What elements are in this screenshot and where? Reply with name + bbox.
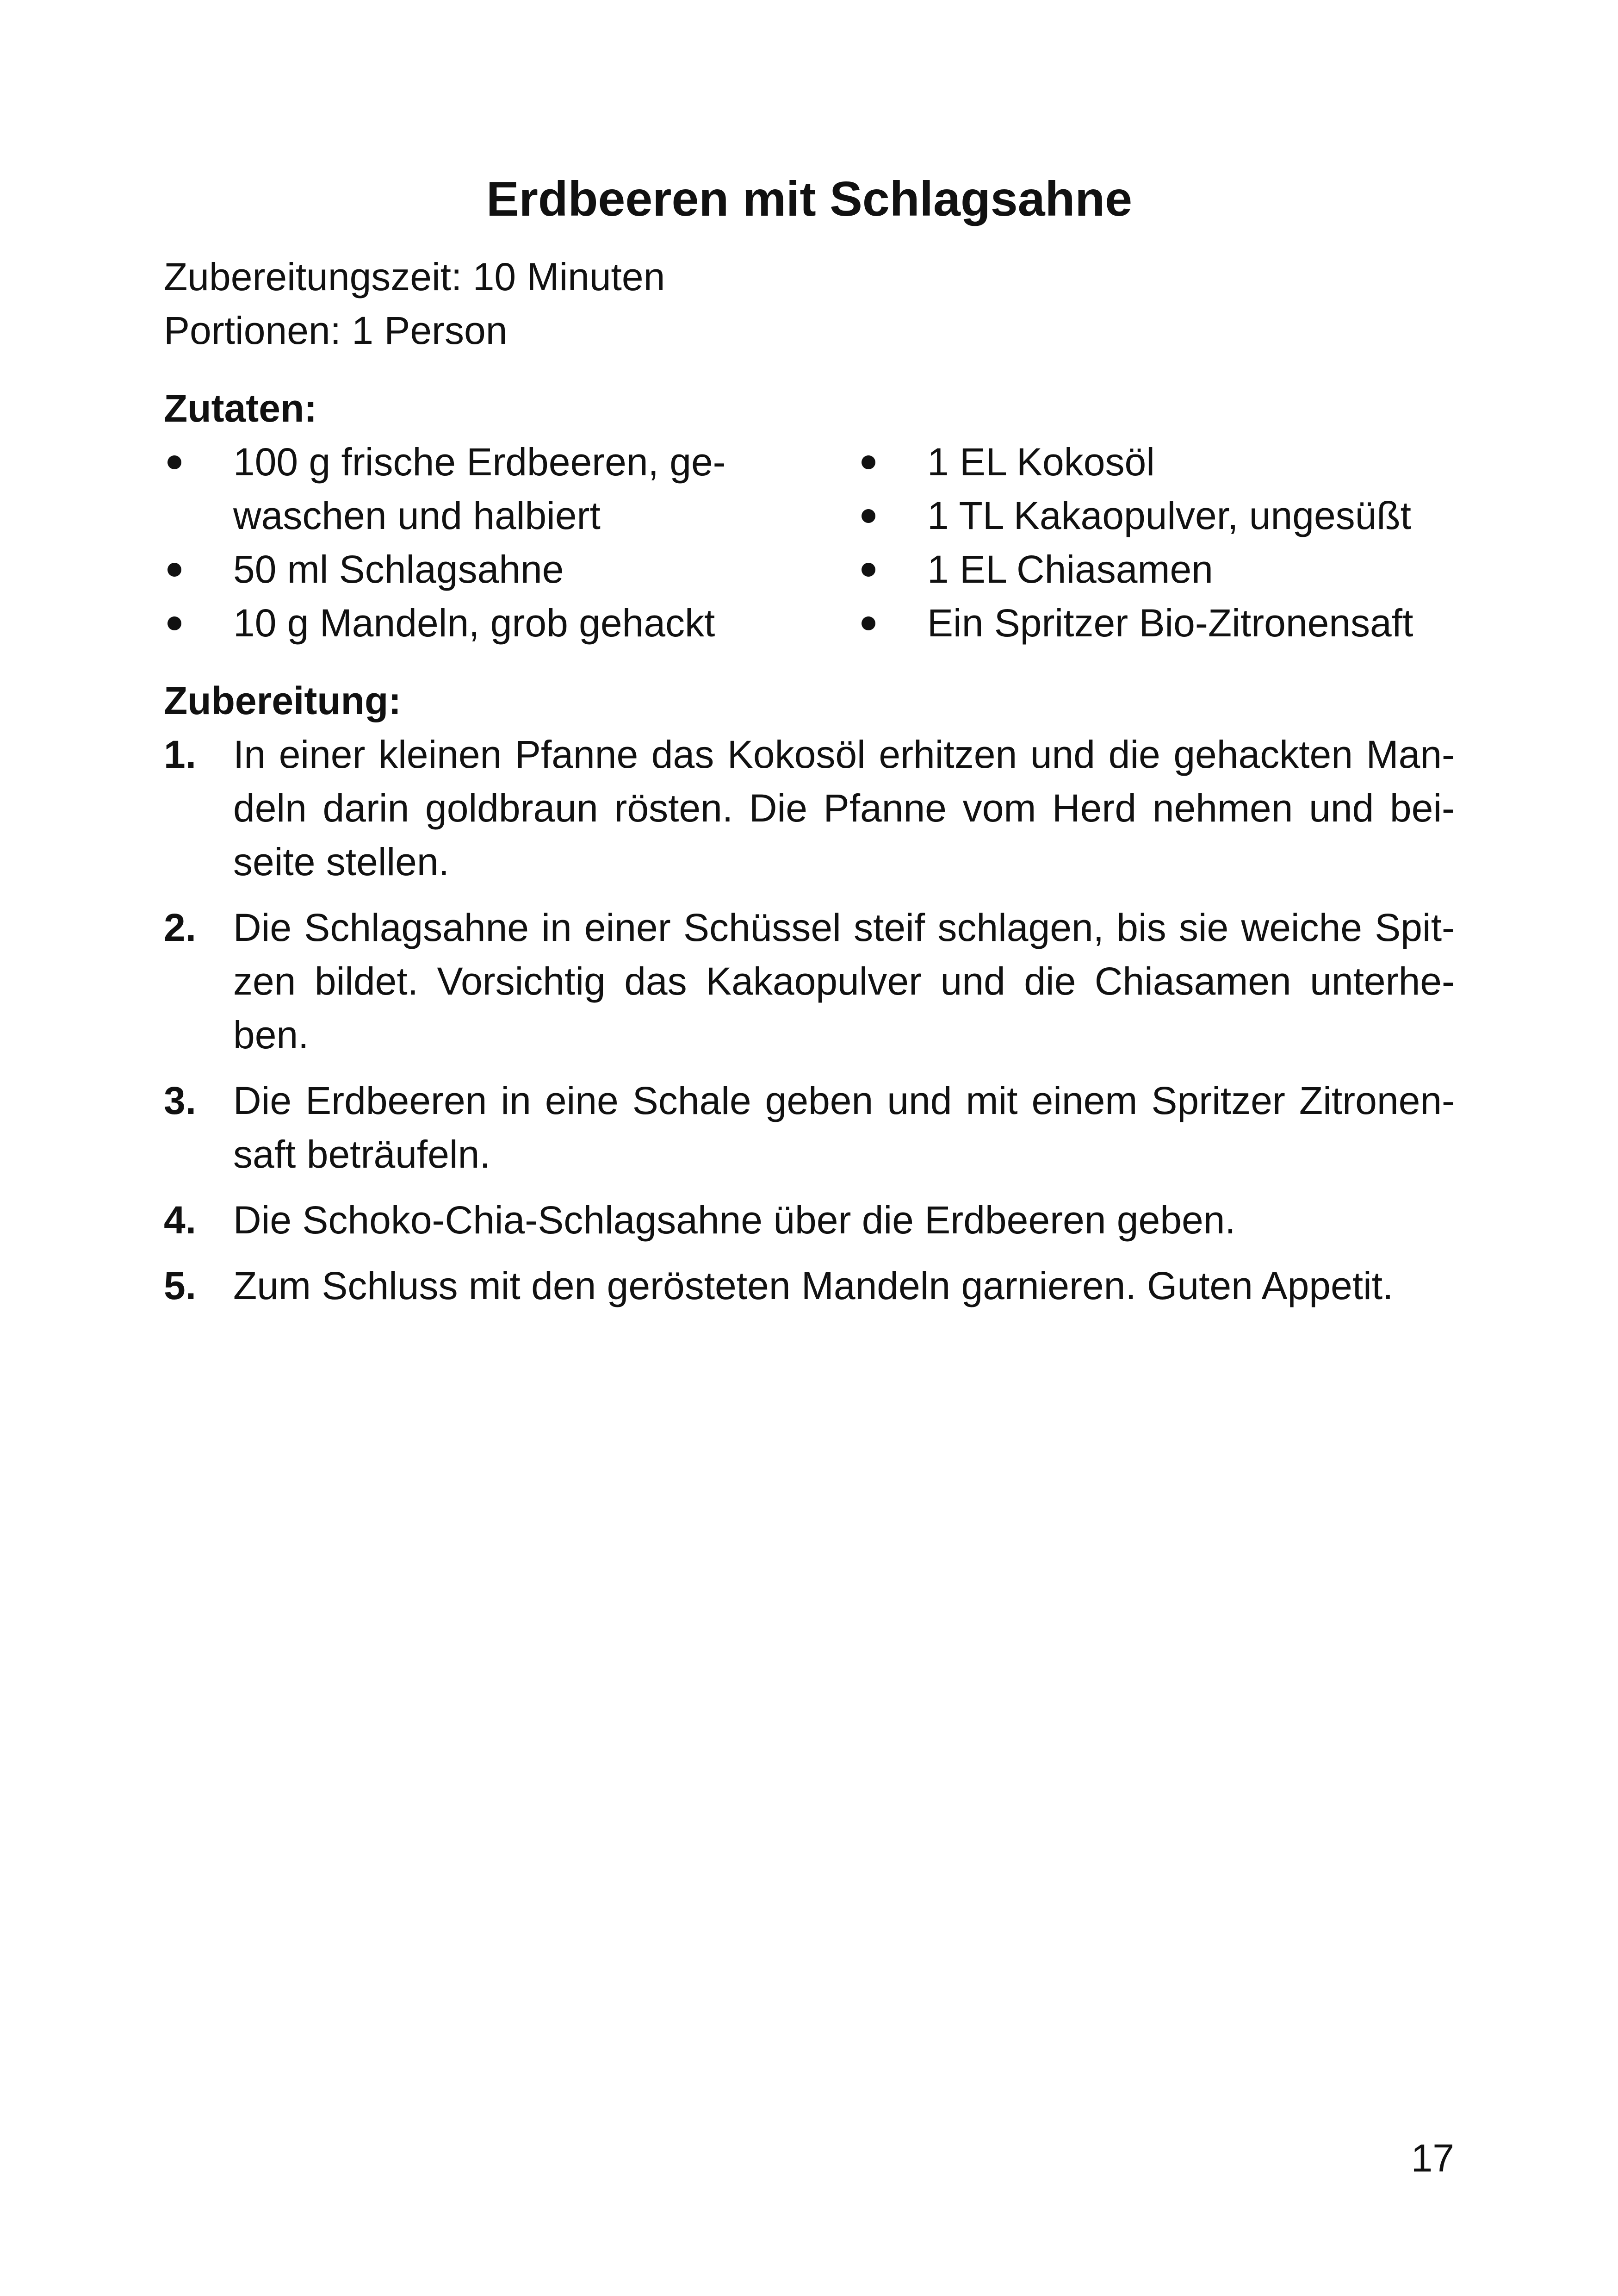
bullet-icon (862, 509, 875, 523)
step-item (164, 728, 1455, 889)
ingredient-item (164, 596, 858, 650)
ingredient-text-line: 1 TL Kakaopulver, ungesüßt (927, 494, 1412, 537)
step-number: 5. (164, 1264, 197, 1307)
ingredient-item (858, 542, 1455, 596)
ingredient-text-line: 1 EL Kokosöl (927, 440, 1155, 484)
recipe-meta (164, 250, 1455, 357)
step-item (164, 1259, 1455, 1313)
step-text-line: zen bildet. Vorsichtig das Kakaopulver und die Chiasamen unterhe- (233, 959, 1455, 1003)
ingredient-item (858, 489, 1455, 542)
bullet-icon (167, 563, 181, 577)
preparation-heading: Zubereitung: (164, 679, 402, 722)
ingredient-text-line: 50 ml Schlagsahne (233, 548, 564, 591)
recipe-title: Erdbeeren mit Schlagsahne (486, 172, 1133, 226)
step-text-line: Die Erdbeeren in eine Schale geben und mit einem Spritzer Zitronen- (233, 1079, 1455, 1122)
ingredients-column-right (858, 435, 1455, 650)
prep-time: Zubereitungszeit: 10 Minuten (164, 255, 665, 299)
step-item (164, 1074, 1455, 1181)
bullet-icon (862, 563, 875, 577)
ingredients-column-left (164, 435, 858, 650)
bullet-icon (862, 616, 875, 630)
step-text-line: In einer kleinen Pfanne das Kokosöl erhitzen und die gehackten Man- (233, 733, 1455, 776)
page-number: 17 (1411, 2136, 1454, 2180)
step-text-line: Zum Schluss mit den gerösteten Mandeln garnieren. Guten Appetit. (233, 1264, 1394, 1307)
ingredients-heading: Zutaten: (164, 386, 317, 430)
step-text-line: ben. (233, 1013, 309, 1057)
ingredients-list (164, 435, 1455, 650)
ingredient-text-line: Ein Spritzer Bio-Zitronensaft (927, 601, 1413, 645)
step-number: 1. (164, 733, 197, 776)
ingredient-item (858, 596, 1455, 650)
step-text-line: saft beträufeln. (233, 1132, 490, 1176)
step-number: 2. (164, 906, 197, 949)
recipe-content (164, 167, 1455, 1325)
ingredient-text-line: waschen und halbiert (233, 494, 601, 537)
bullet-icon (862, 455, 875, 469)
bullet-icon (167, 455, 181, 469)
step-item (164, 1193, 1455, 1247)
preparation-steps (164, 728, 1455, 1313)
ingredient-text-line: 10 g Mandeln, grob gehackt (233, 601, 715, 645)
step-number: 4. (164, 1198, 197, 1242)
ingredient-text-line: 1 EL Chiasamen (927, 548, 1213, 591)
ingredient-text-line: 100 g frische Erdbeeren, ge- (233, 440, 726, 484)
step-text-line: Die Schoko-Chia-Schlagsahne über die Erdbeeren geben. (233, 1198, 1236, 1242)
step-item (164, 901, 1455, 1062)
step-text-line: deln darin goldbraun rösten. Die Pfanne vom Herd nehmen und bei- (233, 786, 1455, 830)
bullet-icon (167, 616, 181, 630)
step-text-line: Die Schlagsahne in einer Schüssel steif schlagen, bis sie weiche Spit- (233, 906, 1455, 949)
ingredient-item (858, 435, 1455, 489)
step-text-line: seite stellen. (233, 840, 449, 884)
servings: Portionen: 1 Person (164, 309, 508, 352)
ingredient-item (164, 435, 858, 542)
ingredient-item (164, 542, 858, 596)
step-number: 3. (164, 1079, 197, 1122)
